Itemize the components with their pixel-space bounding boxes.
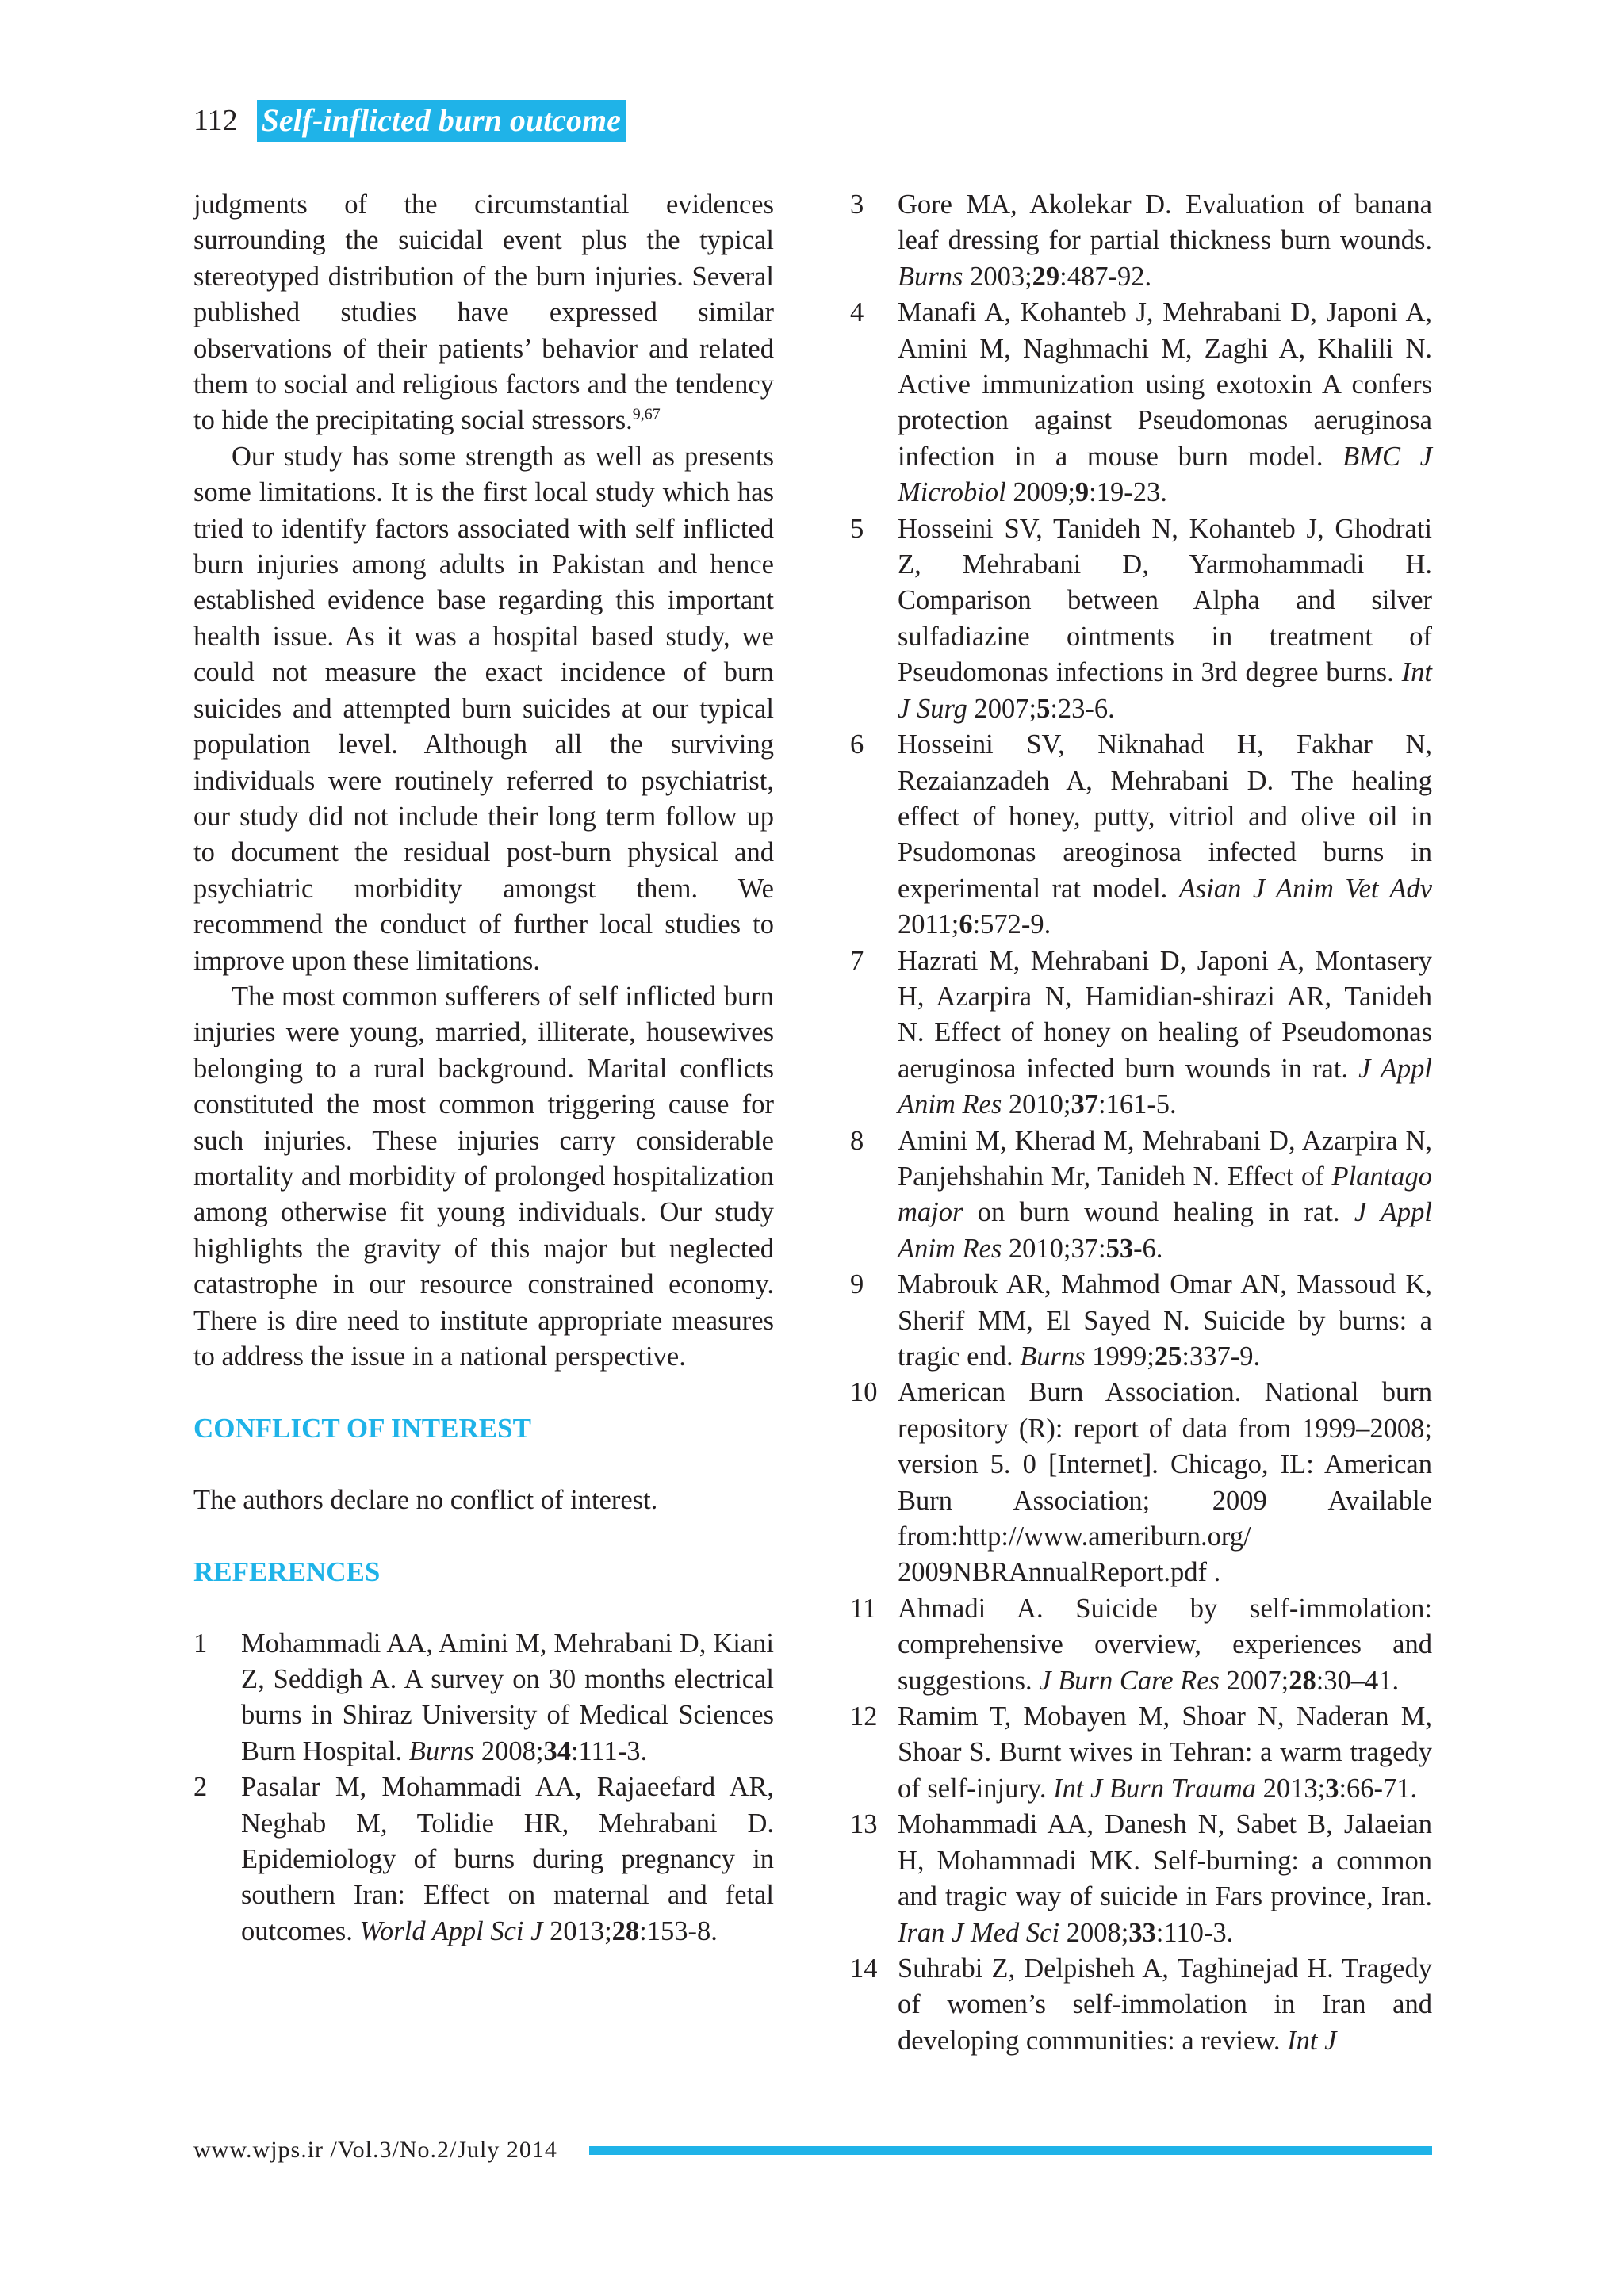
reference-item: 9 Mabrouk AR, Mahmod Omar AN, Massoud K, Sherif MM, El Sayed N. Suicide by burns: a tragic end. Burns 1999;25:337-9. — [850, 1269, 1432, 1372]
running-header — [193, 98, 626, 143]
body-paragraph: The most common sufferers of self inflicted burn injuries were young, married, illiterate, housewives belonging to a rural background. Marital conflicts constituted the most common triggering cause for such injuries. These injuries carry considerable mortality and morbidity of prolonged hospitalization among otherwise fit young individuals. Our study highlights the gravity of this major but neglected catastrophe in our resource constrained economy. There is dire need to institute appropriate measures to address the issue in a national perspective. — [193, 981, 774, 1372]
reference-item: 1 Mohammadi AA, Amini M, Mehrabani D, Kiani Z, Seddigh A. A survey on 30 months electrical burns in Shiraz University of Medical Sciences Burn Hospital. Burns 2008;34:111-3. — [193, 1628, 774, 1766]
reference-item: 8 Amini M, Kherad M, Mehrabani D, Azarpira N, Panjehshahin Mr, Tanideh N. Effect of Plantago major on burn wound healing in rat. J Appl Anim Res 2010;37:53-6. — [850, 1125, 1432, 1264]
page-number: 112 — [193, 104, 238, 137]
reference-item: 4 Manafi A, Kohanteb J, Mehrabani D, Japoni A, Amini M, Naghmachi M, Zaghi A, Khalili N. Active immunization using exotoxin A confers protection against Pseudomonas aeruginosa infection in a mouse burn model. BMC J Microbiol 2009;9:19-23. — [850, 297, 1432, 508]
reference-item: 13 Mohammadi AA, Danesh N, Sabet B, Jalaeian H, Mohammadi MK. Self-burning: a common and tragic way of suicide in Fars province, Iran. Iran J Med Sci 2008;33:110-3. — [850, 1809, 1432, 1948]
reference-item: 6 Hosseini SV, Niknahad H, Fakhar N, Rezaianzadeh A, Mehrabani D. The healing effect of honey, putty, vitriol and olive oil in Psudomonas areoginosa infected burns in experimental rat model. Asian J Anim Vet Adv 2011;6:572-9. — [850, 729, 1433, 940]
conflict-statement: The authors declare no conflict of interest. — [193, 1484, 658, 1515]
body-paragraph: judgments of the circumstantial evidences surrounding the suicidal event plus the typical stereotyped distribution of the burn injuries. Several published studies have expressed similar observations of their patients’ behavior and related them to social and religious factors and the tendency to hide the precipitating social stressors.$^{9,67}$ — [193, 189, 774, 436]
reference-item: 5 Hosseini SV, Tanideh N, Kohanteb J, Ghodrati Z, Mehrabani D, Yarmohammadi H. Comparison between Alpha and silver sulfadiazine ointments in treatment of Pseudomonas infections in 3rd degree burns. Int J Surg 2007;5:23-6. — [850, 513, 1432, 724]
reference-item: 2 Pasalar M, Mohammadi AA, Rajaeefard AR, Neghab M, Tolidie HR, Mehrabani D. Epidemiology of burns during pregnancy in southern Iran: Effect on maternal and fetal outcomes. World Appl Sci J 2013;28:153-8. — [193, 1772, 774, 1946]
reference-item: 10 American Burn Association. National burn repository (R): report of data from 1999–2008; version 5. 0 [Internet]. Chicago, IL: American Burn Association; 2009 Available from:http://www.ameriburn.org/ 2009NBRAnnualReport.pdf . — [850, 1377, 1432, 1588]
page-footer — [193, 2134, 1432, 2166]
reference-item: 11 Ahmadi A. Suicide by self-immolation: comprehensive overview, experiences and suggestions. J Burn Care Res 2007;28:30–41. — [850, 1593, 1432, 1696]
left-column — [193, 187, 774, 1950]
reference-item: 12 Ramim T, Mobayen M, Shoar N, Naderan M, Shoar S. Burnt wives in Tehran: a warm tragedy of self-injury. Int J Burn Trauma 2013;3:66-71. — [850, 1701, 1432, 1804]
citation-superscript: 9,67 — [632, 405, 661, 423]
reference-item: 7 Hazrati M, Mehrabani D, Japoni A, Montasery H, Azarpira N, Hamidian-shirazi AR, Tanideh N. Effect of honey on healing of Pseudomonas aeruginosa infected burn wounds in rat. J Appl Anim Res 2010;37:161-5. — [850, 945, 1432, 1120]
footer-citation: www.wjps.ir /Vol.3/No.2/July 2014 — [193, 2137, 557, 2163]
body-paragraph: Our study has some strength as well as presents some limitations. It is the first local study which has tried to identify factors associated with self inflicted burn injuries among adults in Pakistan and hence established evidence base regarding this important health issue. As it was a hospital based study, we could not measure the exact incidence of burn suicides and attempted burn suicides at our typical population level. Although all the surviving individuals were routinely referred to psychiatrist, our study did not include their long term follow up to document the residual post-burn physical and psychiatric morbidity amongst them. We recommend the conduct of further local studies to improve upon these limitations. — [193, 441, 774, 976]
footer-rule — [589, 2146, 1432, 2155]
reference-item: 14 Suhrabi Z, Delpisheh A, Taghinejad H. Tragedy of women’s self-immolation in Iran and developing communities: a review. Int J — [850, 1953, 1432, 2056]
conflict-heading: CONFLICT OF INTEREST — [193, 1413, 531, 1445]
running-title: Self-inflicted burn outcome — [257, 100, 626, 142]
references-heading: REFERENCES — [193, 1556, 381, 1588]
reference-item: 3 Gore MA, Akolekar D. Evaluation of banana leaf dressing for partial thickness burn wounds. Burns 2003;29:487-92. — [850, 189, 1432, 292]
right-column — [850, 187, 1432, 2059]
